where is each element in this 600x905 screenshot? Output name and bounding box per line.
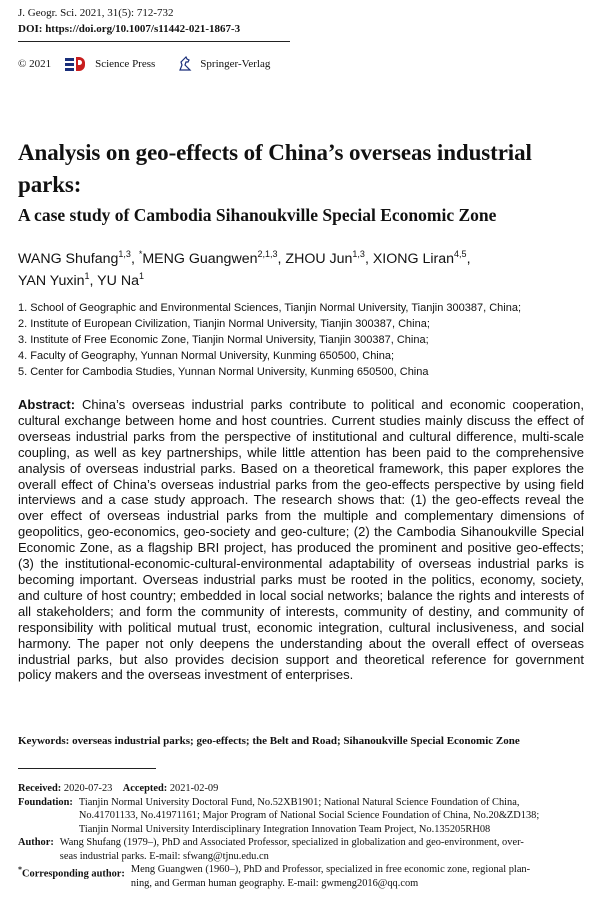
received-date: 2020-07-23 [63, 783, 113, 794]
paper-subtitle: A case study of Cambodia Sihanoukville Special Economic Zone [18, 205, 497, 225]
corresponding-line: ning, and German human geography. E-mail: gwmeng2016@qq.com [130, 877, 419, 889]
copyright-text: © 2021 [18, 58, 52, 70]
springer-name: Springer-Verlag [200, 58, 271, 70]
corresponding-label: *Corresponding author: [18, 865, 125, 880]
accepted-label: Accepted: [122, 783, 168, 794]
journal-citation: J. Geogr. Sci. 2021, 31(5): 712-732 [18, 7, 174, 19]
keywords-text: overseas industrial parks; geo-effects; the Belt and Road; Sihanoukville Special Economic Zone [72, 735, 520, 747]
abstract-text: China’s overseas industrial parks contribute to political and economic cooperation, cultural exchange between home and host countries. Current studies mainly discuss the effect of overseas industrial parks from the perspective of institutional and cultural difference, multi-scale coupling, as well as key partnerships, while little attention has been paid to the comprehensive analysis of overseas industrial parks. Based on a theoretical framework, this paper explores the overall effect of China’s overseas industrial parks from the geo-effects perspective by using field interviews and a case study approach. The research shows that: (1) the geo-effects reveal the over effect of overseas industrial parks from the multiple and complementary dimensions of geopolitics, geo-economics, geo-society and geo-culture; (2) the Cambodia Sihanoukville Special Economic Zone, as a flagship BRI project, has produced the prominent and positive geo-effects; (3) the institutional-economic-cultural-environmental adaptability of overseas industrial parks is becoming important. Overseas industrial parks must be rooted in the politics, economy, society, and culture of host country; embedded in local social networks; balance the rights and interests of all stakeholders; and form the community of interests, community of destiny, and community of responsibility with political mutual trust, economic integration, cultural inclusiveness, and social harmony. The paper not only deepens the understanding about the overall effect of overseas industrial parks, but also provides decision support and theoretical reference for government policy makers and the overseas investment of enterprises. [18, 397, 584, 683]
publisher-row [18, 55, 270, 73]
dates-line [18, 782, 584, 796]
author-entry: YU Na$^1$ [97, 271, 144, 289]
keywords [18, 734, 584, 749]
affiliation-list [18, 300, 588, 380]
author-list [18, 248, 588, 292]
affiliation-item: 5. Center for Cambodia Studies, Yunnan Normal University, Kunming 650500, China [18, 366, 429, 378]
author-note-line: Wang Shufang (1979–), PhD and Associated Professor, specialized in globalization and geo-environment, over- [59, 837, 524, 848]
author-note [18, 836, 584, 863]
author-label: Author: [18, 837, 54, 848]
foundation-line: No.41701133, No.41971161; Major Program of National Social Science Foundation of China, No.20&ZD138; [78, 810, 540, 821]
abstract-label: Abstract: [18, 397, 76, 412]
paper-title: Analysis on geo-effects of China’s overseas industrial parks: [18, 140, 532, 197]
keywords-label: Keywords: [18, 735, 70, 747]
foundation-note [18, 796, 584, 837]
corresponding-line: Meng Guangwen (1960–), PhD and Professor, specialized in free economic zone, regional plan- [130, 864, 531, 875]
science-press-name: Science Press [95, 58, 156, 70]
author-entry: XIONG Liran$^{4,5}$, [372, 249, 471, 267]
affiliation-item: 4. Faculty of Geography, Yunnan Normal University, Kunming 650500, China; [18, 350, 395, 362]
footnote-rule [18, 768, 156, 769]
author-entry: YAN Yuxin$^1$, [18, 271, 98, 289]
affiliation-item: 2. Institute of European Civilization, Tianjin Normal University, Tianjin 300387, China; [18, 318, 430, 330]
author-entry: *MENG Guangwen$^{2,1,3}$, [138, 249, 286, 267]
author-entry: ZHOU Jun$^{1,3}$, [285, 249, 373, 267]
science-press-logo-icon [65, 56, 87, 72]
doi-link[interactable]: DOI: https://doi.org/10.1007/s11442-021-1867-3 [18, 23, 241, 35]
abstract [18, 397, 584, 683]
foundation-label: Foundation: [18, 796, 73, 808]
author-note-line: seas industrial parks. E-mail: sfwang@tjnu.edu.cn [59, 850, 269, 862]
footnotes [18, 782, 584, 890]
foundation-line: Tianjin Normal University Doctoral Fund, No.52XB1901; National Natural Science Foundation of China, [78, 796, 520, 808]
header-rule [18, 41, 290, 42]
author-entry: WANG Shufang$^{1,3}$, [18, 249, 139, 267]
affiliation-item: 3. Institute of Free Economic Zone, Tianjin Normal University, Tianjin 300387, China; [18, 334, 429, 346]
accepted-date: 2021-02-09 [169, 783, 219, 794]
affiliation-item: 1. School of Geographic and Environmental Sciences, Tianjin Normal University, Tianjin 300387, China; [18, 302, 522, 314]
corresponding-note [18, 863, 584, 890]
foundation-line: Tianjin Normal University Interdisciplinary Integration Innovation Team Project, No.135205RH08 [78, 823, 491, 835]
springer-horse-icon [177, 56, 193, 72]
received-label: Received: [18, 783, 62, 794]
